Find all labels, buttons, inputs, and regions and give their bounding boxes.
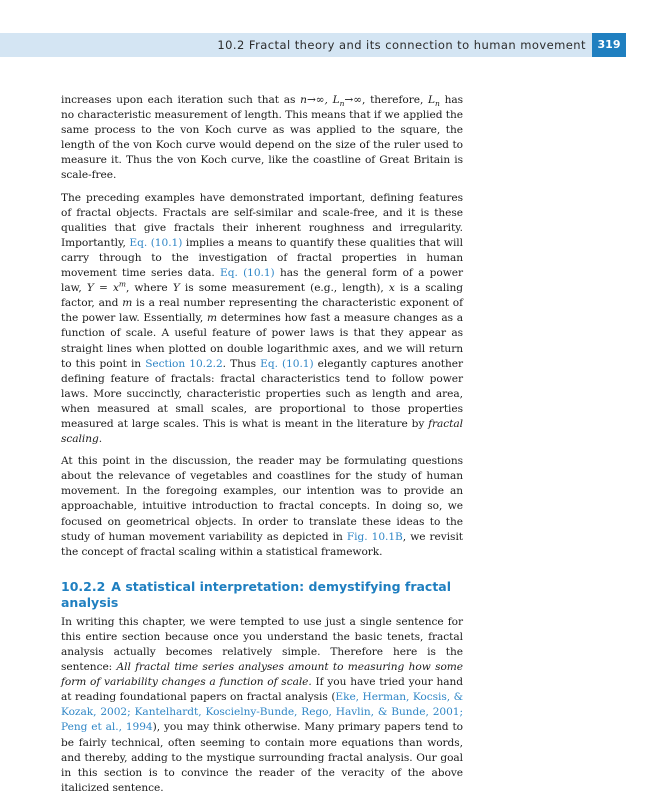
citation-link[interactable]: Eke, Herman, Kocsis, & Kozak, 2002; Kantelhardt, Koscielny-Bunde, Rego, Havlin, & Bunde, 2001; Peng et al., 1994	[61, 691, 463, 734]
paragraph-1: increases upon each iteration such that as n→∞, $L_n\to\infty$, therefore, $L_n$ has no characteristic measurement of length. This means that if we applied the same process to the von Koch curve as was applied to the square, the length of the von Koch curve would depend on the size of the ruler used to measure it. Thus the von Koch curve, like the coastline of Great Britain is scale-free.	[61, 94, 463, 182]
italic-key-sentence: All fractal time series analyses amount to measuring how some form of variability changes a function of scale.	[61, 661, 463, 689]
paragraph-4: In writing this chapter, we were tempted to use just a single sentence for this entire section because once you understand the basic tenets, fractal analysis actually becomes relatively simple. Therefore here is the sentence: All fractal time series analyses amount to measuring how some form of variability changes a function of scale. If you have tried your hand at reading foundational papers on fractal analysis (Eke, Herman, Kocsis, & Kozak, 2002; Kantelhardt, Koscielny-Bunde, Rego, Havlin, & Bunde, 2001; Peng et al., 1994), you may think otherwise. Many primary papers tend to be fairly technical, often seeming to contain more equations than words, and thereby, adding to the mystique surrounding fractal analysis. Our goal in this section is to convince the reader of the veracity of the above italicized sentence.	[61, 615, 463, 794]
section-heading	[61, 579, 463, 611]
section-title: A statistical interpretation: demystifying fractal analysis	[61, 578, 452, 610]
equation-link[interactable]: Eq. (10.1)	[220, 267, 275, 280]
paragraph-3: At this point in the discussion, the reader may be formulating questions about the relevance of vegetables and coastlines for the study of human movement. In the foregoing examples, our intention was to provide an approachable, intuitive introduction to fractal concepts. In doing so, we focused on geometrical objects. In order to translate these ideas to the study of human movement variability as depicted in Fig. 10.1B, we revisit the concept of fractal scaling within a statistical framework.	[61, 455, 463, 558]
body-text	[61, 93, 463, 803]
section-link[interactable]: Section 10.2.2	[145, 357, 223, 370]
emphasis-fractal-scaling: fractal scaling	[61, 417, 463, 446]
inline-math: n→∞, $L_n\to\infty$	[300, 94, 362, 109]
page-number: 319	[592, 33, 626, 57]
figure-link[interactable]: Fig. 10.1B	[346, 530, 403, 543]
equation-link[interactable]: Eq. (10.1)	[260, 357, 314, 370]
inline-math: $L_n$	[428, 94, 440, 109]
paragraph-2: The preceding examples have demonstrated important, defining features of fractal objects. Fractals are self-similar and scale-free, and it is these qualities that give fractals their inherent roughness and irregularity. Importantly, Eq. (10.1) implies a means to quantify these qualities that will carry through to the investigation of fractal properties in human movement time series data. Eq. (10.1) has the general form of a power law, $Y = x^m$, where Y is some measurement (e.g., length), x is a scaling factor, and m is a real number representing the characteristic exponent of the power law. Essentially, m determines how fast a measure changes as a function of scale. A useful feature of power laws is that they appear as straight lines when plotted on double logarithmic axes, and we will return to this point in Section 10.2.2. Thus Eq. (10.1) elegantly captures another defining feature of fractals: fractal characteristics tend to follow power laws. More succinctly, characteristic properties such as length and area, when measured at small scales, are proportional to those properties measured at large scales. This is what is meant in the literature by fractal scaling.	[61, 191, 463, 446]
running-header-title: 10.2 Fractal theory and its connection to human movement	[217, 38, 586, 52]
section-number: 10.2.2	[61, 578, 106, 594]
equation-link[interactable]: Eq. (10.1)	[129, 236, 183, 249]
power-law-equation: $Y = x^m$	[86, 279, 126, 295]
